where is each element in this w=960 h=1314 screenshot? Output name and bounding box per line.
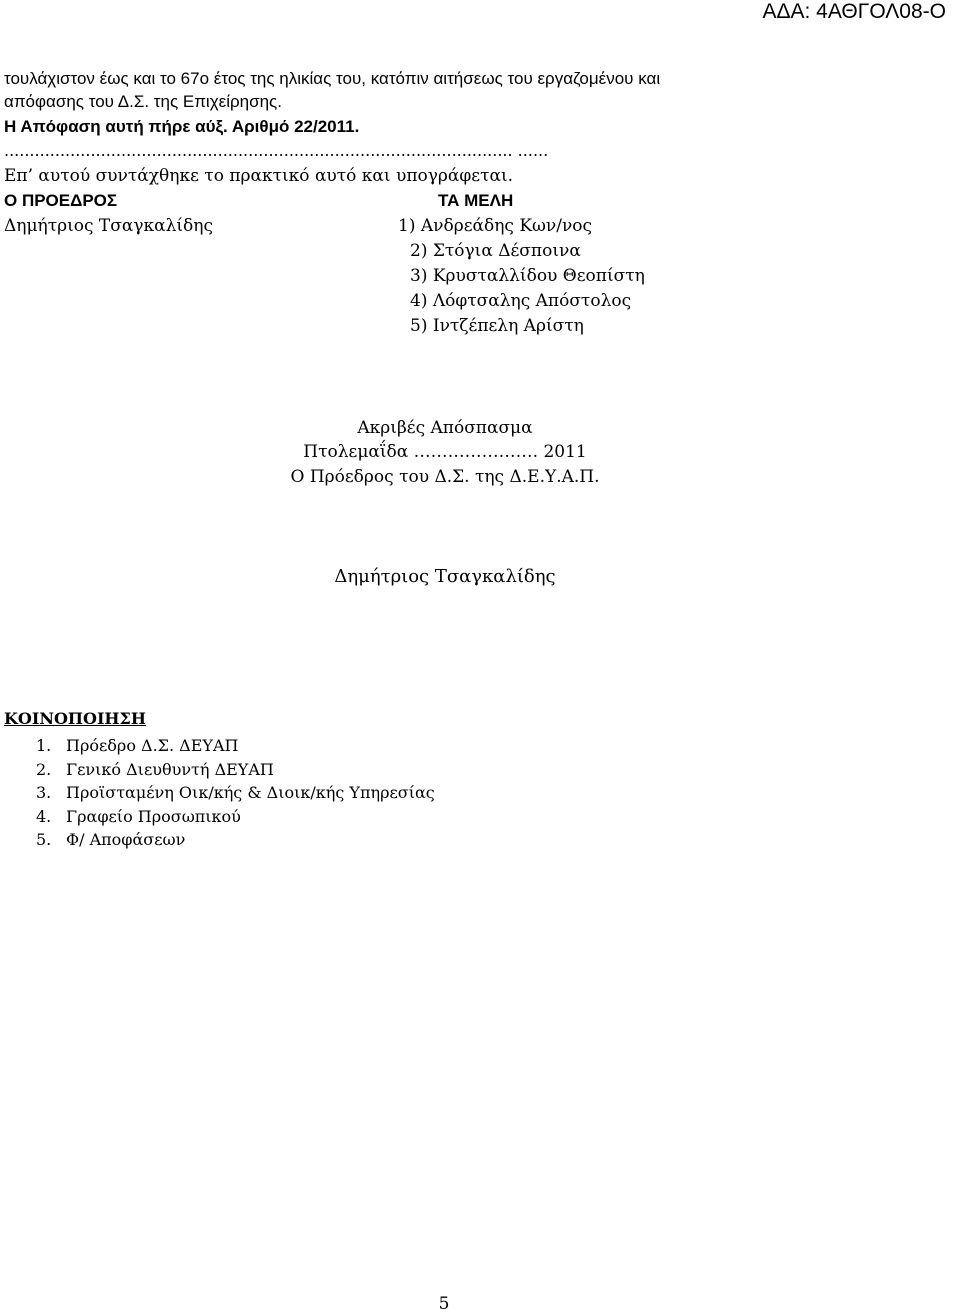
notification-title: ΚΟΙΝΟΠΟΙΗΣΗ xyxy=(4,709,146,728)
member-item: 1) Ανδρεάδης Κων/νος xyxy=(398,216,593,236)
member-item: 5) Ιντζέπελη Αρίστη xyxy=(410,316,584,336)
page-number: 5 xyxy=(438,1294,450,1314)
president-heading: Ο ΠΡΟΕΔΡΟΣ xyxy=(4,191,118,210)
list-item: 4. Γραφείο Προσωπικού xyxy=(36,806,241,826)
certification-role: Ο Πρόεδρος του Δ.Σ. της Δ.Ε.Υ.Α.Π. xyxy=(290,467,600,487)
member-item: 2) Στόγια Δέσποινα xyxy=(410,241,581,261)
certification-title: Ακριβές Απόσπασμα xyxy=(357,418,533,438)
list-item: 5. Φ/ Αποφάσεων xyxy=(36,830,186,849)
notification-list xyxy=(36,734,435,852)
ada-code: ΑΔΑ: 4ΑΘΓΟΛ08-Ο xyxy=(762,0,946,23)
closing-sentence: Επ’ αυτού συντάχθηκε το πρακτικό αυτό και υπογράφεται. xyxy=(4,166,514,186)
paragraph-line-1: τουλάχιστον έως και το 67ο έτος της ηλικίας του, κατόπιν αιτήσεως του εργαζομένου και xyxy=(4,69,661,88)
members-heading: ΤΑ ΜΕΛΗ xyxy=(438,191,514,210)
paragraph-line-2: απόφασης του Δ.Σ. της Επιχείρησης. xyxy=(4,92,282,111)
decision-number: Η Απόφαση αυτή πήρε αύξ. Αριθμό 22/2011. xyxy=(4,117,360,136)
list-item: 1. Πρόεδρο Δ.Σ. ΔΕΥΑΠ xyxy=(36,736,239,755)
list-item: 3. Προϊσταμένη Οικ/κής & Διοικ/κής Υπηρεσίας xyxy=(36,783,435,802)
certification-signer: Δημήτριος Τσαγκαλίδης xyxy=(334,566,556,587)
president-name: Δημήτριος Τσαγκαλίδης xyxy=(4,216,213,236)
list-item: 2. Γενικό Διευθυντή ΔΕΥΑΠ xyxy=(36,759,274,779)
dotted-line: .................................................................................................... ...... xyxy=(4,141,549,160)
member-item: 3) Κρυσταλλίδου Θεοπίστη xyxy=(410,266,645,286)
certification-place-date: Πτολεμαΐδα …………………. 2011 xyxy=(303,442,587,462)
member-item: 4) Λόφτσαλης Απόστολος xyxy=(410,291,632,311)
